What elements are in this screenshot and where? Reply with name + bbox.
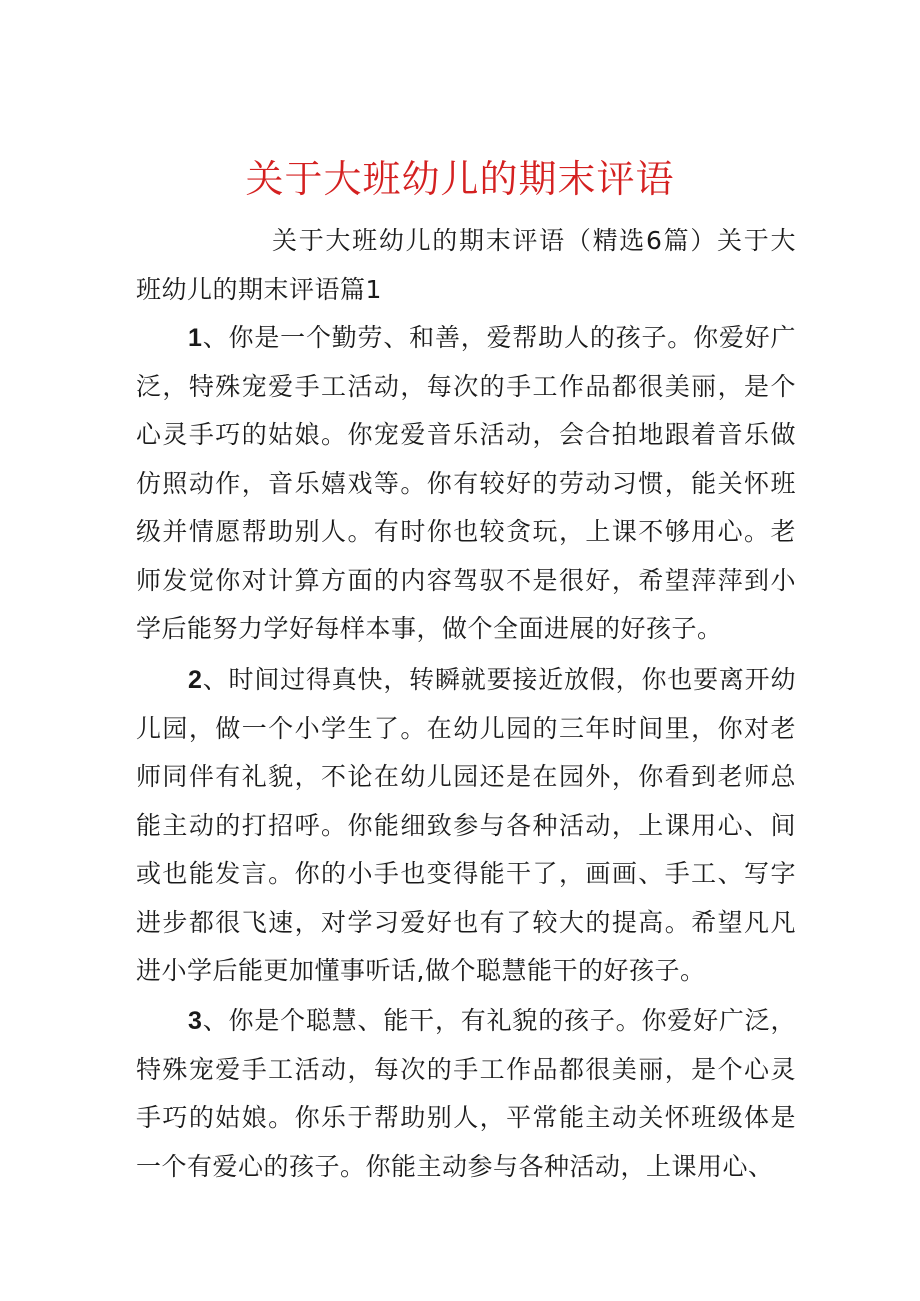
document-title: 关于大班幼儿的期末评语 <box>245 157 675 201</box>
paragraph-number: 1 <box>188 324 203 352</box>
paragraph-text: 、你是一个勤劳、和善，爱帮助人的孩子。你爱好广泛，特殊宠爱手工活动，每次的手工作品都很美丽，是个心灵手巧的姑娘。你宠爱音乐活动，会合拍地跟着音乐做仿照动作，音乐嬉戏等。你有较好的劳动习惯，能关怀班级并情愿帮助别人。有时你也较贪玩，上课不够用心。老师发觉你对计算方面的内容驾驭不是很好，希望萍萍到小学后能努力学好每样本事，做个全面进展的好孩子。 <box>136 323 796 643</box>
paragraph-2 <box>136 656 796 996</box>
paragraph-number: 3 <box>188 1007 203 1035</box>
paragraph-1 <box>136 314 796 654</box>
paragraph-text: 、时间过得真快，转瞬就要接近放假，你也要离开幼儿园，做一个小学生了。在幼儿园的三年时间里，你对老师同伴有礼貌，不论在幼儿园还是在园外，你看到老师总能主动的打招呼。你能细致参与各种活动，上课用心、间或也能发言。你的小手也变得能干了，画画、手工、写字进步都很飞速，对学习爱好也有了较大的提高。希望凡凡进小学后能更加懂事听话,做个聪慧能干的好孩子。 <box>136 665 796 985</box>
paragraph-text: 、你是个聪慧、能干，有礼貌的孩子。你爱好广泛，特殊宠爱手工活动，每次的手工作品都很美丽，是个心灵手巧的姑娘。你乐于帮助别人，平常能主动关怀班级体是一个有爱心的孩子。你能主动参与各种活动，上课用心、 <box>136 1006 796 1181</box>
paragraph-number: 2 <box>188 666 203 694</box>
document-subtitle: 关于大班幼儿的期末评语（精选6篇）关于大班幼儿的期末评语篇1 <box>136 226 796 304</box>
paragraph-3 <box>136 997 796 1191</box>
